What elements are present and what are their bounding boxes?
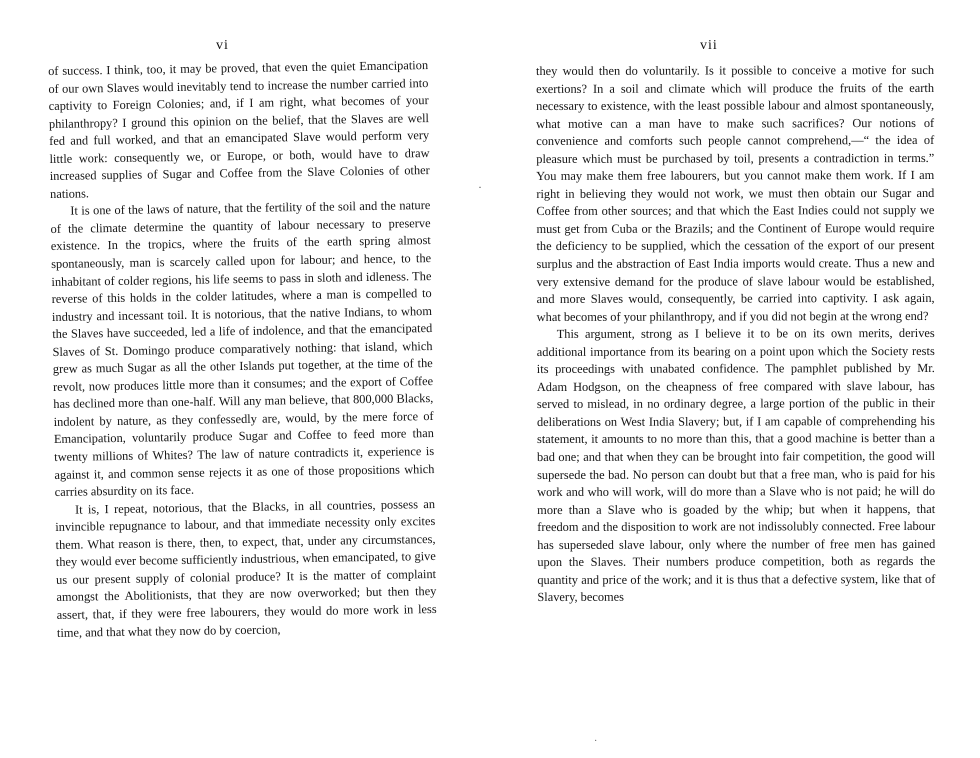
paragraph: It is, I repeat, notorious, that the Blacks, in all countries, possess an invincible repugnance to labour, and that immediate necessity only excites them. What reason is there, then, to expect, that, under any circumstances, they would ever become sufficiently industrious, when emancipated, to give us our present supply of colonial produce? It is the matter of complaint amongst the Abolitionists, that they are now overworked; but then they assert, that, if they were free labourers, they would do more work in less time, and that what they now do by coercion,	[55, 496, 437, 640]
page-number-right: vii	[700, 38, 718, 53]
right-page-body	[536, 62, 935, 607]
paragraph: of success. I think, too, it may be proved, that even the quiet Emancipation of our own Slaves would inevitably tend to increase the number carried into captivity to Foreign Colonies; and, if I am right, what becomes of your philanthropy? I ground this opinion on the belief, that the Slaves are well fed and full worked, and that an emancipated Slave would perform very little work: consequently we, or Europe, or both, would have to draw increased supplies of Sugar and Coffee from the Slave Colonies of other nations.	[48, 58, 430, 201]
gutter-mark: ·	[478, 180, 482, 194]
left-page-body	[48, 57, 437, 642]
paragraph: It is one of the laws of nature, that the fertility of the soil and the nature of the climate determine the quantity of labour necessary to preserve existence. In the tropics, where the fruits of the earth spring almost spontaneously, man is scarcely called upon for labour; and hence, to the inhabitant of colder regions, his life seems to pass in sloth and idleness. The reverse of this holds in the colder latitudes, where a man is compelled to industry and incessant toil. It is notorious, that the native Indians, to whom the Slaves have succeeded, led a life of indolence, and that the emancipated Slaves of St. Domingo produce comparatively nothing: that island, which grew as much Sugar as all the other Islands put together, at the time of the revolt, now produces little more than it consumes; and the export of Coffee has declined more than one-half. Will any man believe, that 800,000 Blacks, indolent by nature, as they confessedly are, would, by the mere force of Emancipation, voluntarily produce Sugar and Coffee to feed more than twenty millions of Whites? The law of nature contradicts it, experience is against it, and common sense rejects it as one of those propositions which carries absurdity on its face.	[50, 198, 435, 500]
page-number-left: vi	[216, 38, 229, 53]
paragraph: they would then do voluntarily. Is it possible to conceive a motive for such exertions? In a soil and climate which will produce the fruits of the earth necessary to existence, with the least possible labour and almost spontaneously, what motive can a man have to make such sacrifices? Our notions of convenience and comforts such people cannot comprehend,—“ the idea of pleasure which must be purchased by toil, presents a contradiction in terms.” You may make them free labourers, but you cannot make them work. If I am right in believing they would not work, we must then obtain our Sugar and Coffee from other sources; and that which the East Indies could not supply we must get from Cuba or the Brazils; and the Continent of Europe would require the deficiency to be supplied, which the cessation of the export of our present surplus and the abstraction of East India imports would create. Thus a new and very extensive demand for the produce of slave labour would be established, and more Slaves would, consequently, be carried into captivity. I ask again, what becomes of your philanthropy, and if you did not begin at the wrong end?	[536, 62, 935, 324]
right-page	[490, 0, 980, 758]
bottom-mark: ·	[594, 736, 598, 747]
paragraph: This argument, strong as I believe it to be on its own merits, derives additional importance from its bearing on a point upon which the Society rests its proceedings with unabated confidence. The pamphlet published by Mr. Adam Hodgson, on the cheapness of free compared with slave labour, has served to mislead, in no ordinary degree, a large portion of the public in their deliberations on West India Slavery; but, if I am capable of comprehending his statement, it amounts to no more than this, that a good machine is better than a bad one; and that when they can be brought into fair competition, the good will supersede the bad. No person can doubt but that a free man, who is paid for his work and who will work, will do more than a Slave who is not paid; he will do more than a Slave who is goaded by the whip; but when it happens, that freedom and the disposition to work are not indissolubly connected. Free labour has superseded slave labour, only where the number of free men has gained upon the Slaves. Their numbers produce competition, both as regards the quantity and price of the work; and it is thus that a defective system, like that of Slavery, becomes	[536, 326, 936, 605]
